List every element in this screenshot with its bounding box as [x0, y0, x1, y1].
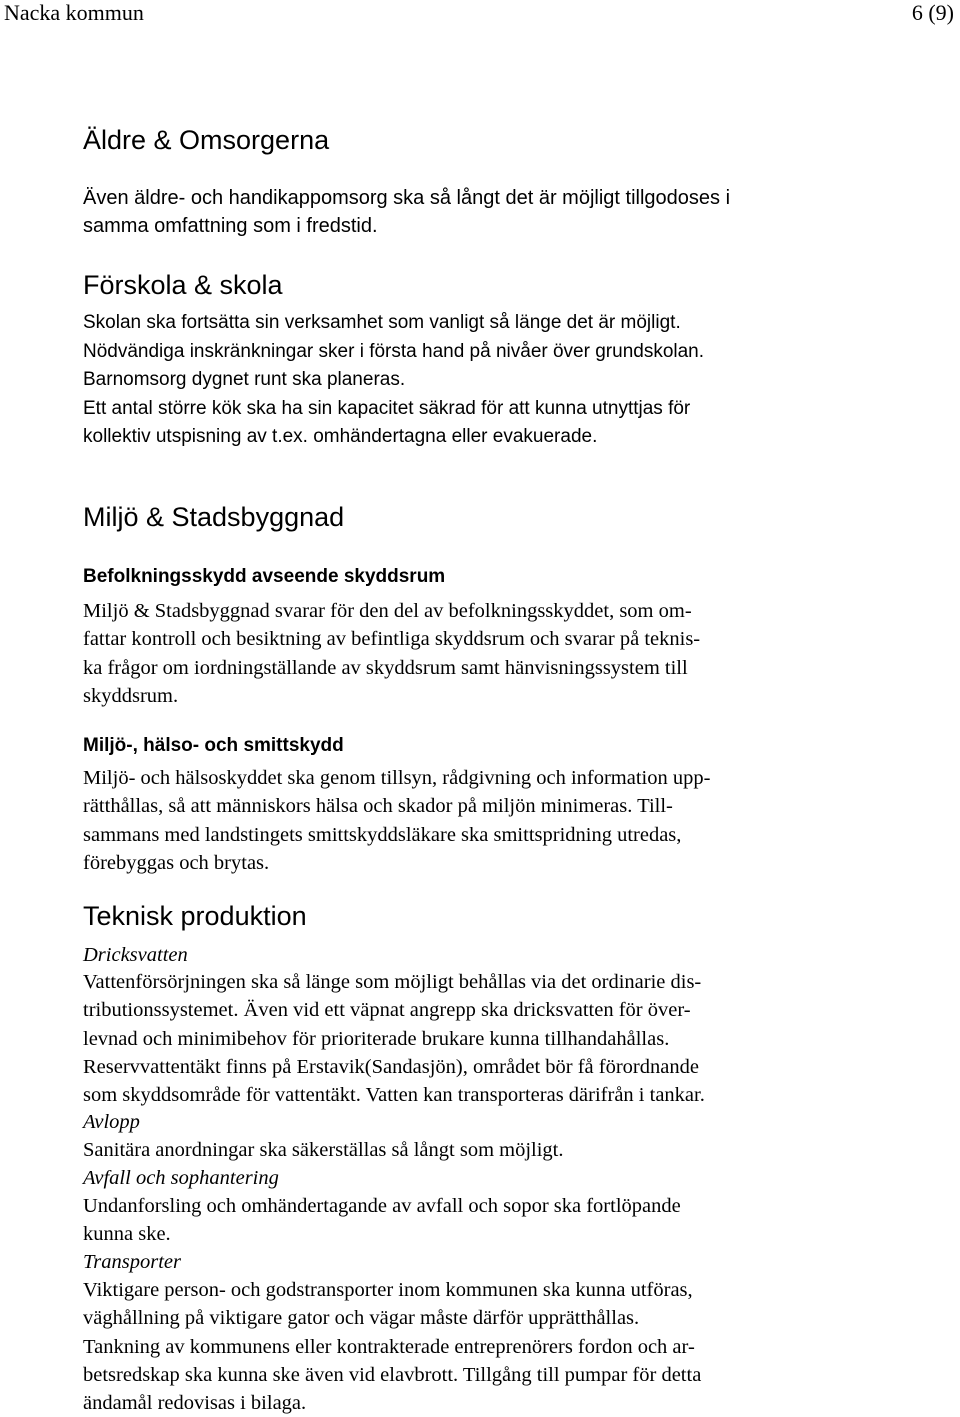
subheading-avfall-sophantering: Avfall och sophantering — [83, 1167, 279, 1189]
text-line: Viktigare person- och godstransporter inom kommunen ska kunna utföras, — [83, 1279, 693, 1301]
paragraph-avfall — [83, 1192, 681, 1249]
text-line: ka frågor om iordningställande av skyddsrum samt hänvisningssystem till — [83, 656, 688, 679]
text-line: rätthållas, så att människors hälsa och skador på miljön minimeras. Till- — [83, 795, 673, 818]
text-line: Skolan ska fortsätta sin verksamhet som vanligt så länge det är möjligt. — [83, 312, 681, 333]
text-line: Vattenförsörjningen ska så länge som möjligt behållas via det ordinarie dis- — [83, 971, 702, 993]
text-line: Ett antal större kök ska ha sin kapacitet säkrad för att kunna utnyttjas för — [83, 397, 691, 419]
organization-name: Nacka kommun — [4, 0, 144, 25]
paragraph-avlopp — [83, 1136, 564, 1164]
text-line: Miljö & Stadsbyggnad svarar för den del av befolkningsskyddet, som om- — [83, 600, 692, 622]
subheading-miljo-halso-smittskydd: Miljö-, hälso- och smittskydd — [83, 735, 344, 756]
paragraph-transporter — [83, 1276, 701, 1417]
page-header — [0, 0, 960, 28]
text-line: Sanitära anordningar ska säkerställas så långt som möjligt. — [83, 1139, 564, 1161]
subheading-transporter: Transporter — [83, 1251, 181, 1273]
text-line: skyddsrum. — [83, 684, 179, 707]
text-line: betsredskap ska kunna ske även vid elavbrott. Tillgång till pumpar för detta — [83, 1363, 702, 1386]
subheading-befolkningsskydd: Befolkningsskydd avseende skyddsrum — [83, 566, 446, 587]
text-line: förebyggas och brytas. — [83, 851, 270, 874]
text-line: tributionssystemet. Även vid ett väpnat angrepp ska dricksvatten för över- — [83, 999, 691, 1022]
heading-miljo-stadsbyggnad: Miljö & Stadsbyggnad — [83, 502, 345, 532]
text-line: Nödvändiga inskränkningar sker i första hand på nivåer över grundskolan. — [83, 340, 705, 362]
heading-forskola-skola: Förskola & skola — [83, 270, 283, 300]
text-line: Barnomsorg dygnet runt ska planeras. — [83, 369, 406, 390]
paragraph-dricksvatten — [83, 968, 705, 1109]
text-line: Även äldre- och handikappomsorg ska så långt det är möjligt tillgodoses i — [83, 187, 731, 209]
paragraph-miljo-halso-smittskydd — [83, 764, 710, 877]
text-line: samma omfattning som i fredstid. — [83, 215, 378, 237]
subheading-dricksvatten: Dricksvatten — [83, 944, 188, 966]
text-line: fattar kontroll och besiktning av befintliga skyddsrum och svarar på teknis- — [83, 628, 701, 651]
heading-teknisk-produktion: Teknisk produktion — [83, 901, 307, 931]
text-line: Miljö- och hälsoskyddet ska genom tillsyn, rådgivning och information upp- — [83, 767, 711, 789]
text-line: levnad och minimibehov för prioriterade brukare kunna tillhandahållas. — [83, 1027, 670, 1050]
heading-aldre-omsorgerna: Äldre & Omsorgerna — [83, 125, 330, 155]
text-line: Reservvattentäkt finns på Erstavik(Sandasjön), området bör få förordnande — [83, 1055, 699, 1078]
text-line: kunna ske. — [83, 1223, 171, 1246]
text-line: väghållning på viktigare gator och vägar måste därför upprätthållas. — [83, 1307, 640, 1330]
paragraph-aldre — [83, 184, 730, 240]
page-number: 6 (9) — [911, 0, 954, 25]
text-line: ändamål redovisas i bilaga. — [83, 1392, 307, 1415]
subheading-avlopp: Avlopp — [83, 1111, 140, 1133]
text-line: sammans med landstingets smittskyddsläkare ska smittspridning utredas, — [83, 823, 682, 846]
text-line: Tankning av kommunens eller kontrakterade entreprenörers fordon och ar- — [83, 1335, 695, 1358]
text-line: Undanforsling och omhändertagande av avfall och sopor ska fortlöpande — [83, 1195, 681, 1217]
paragraph-forskola — [83, 309, 704, 452]
text-line: kollektiv utspisning av t.ex. omhändertagna eller evakuerade. — [83, 426, 598, 447]
text-line: som skyddsområde för vattentäkt. Vatten kan transporteras därifrån i tankar. — [83, 1084, 705, 1107]
paragraph-befolkningsskydd — [83, 597, 700, 710]
